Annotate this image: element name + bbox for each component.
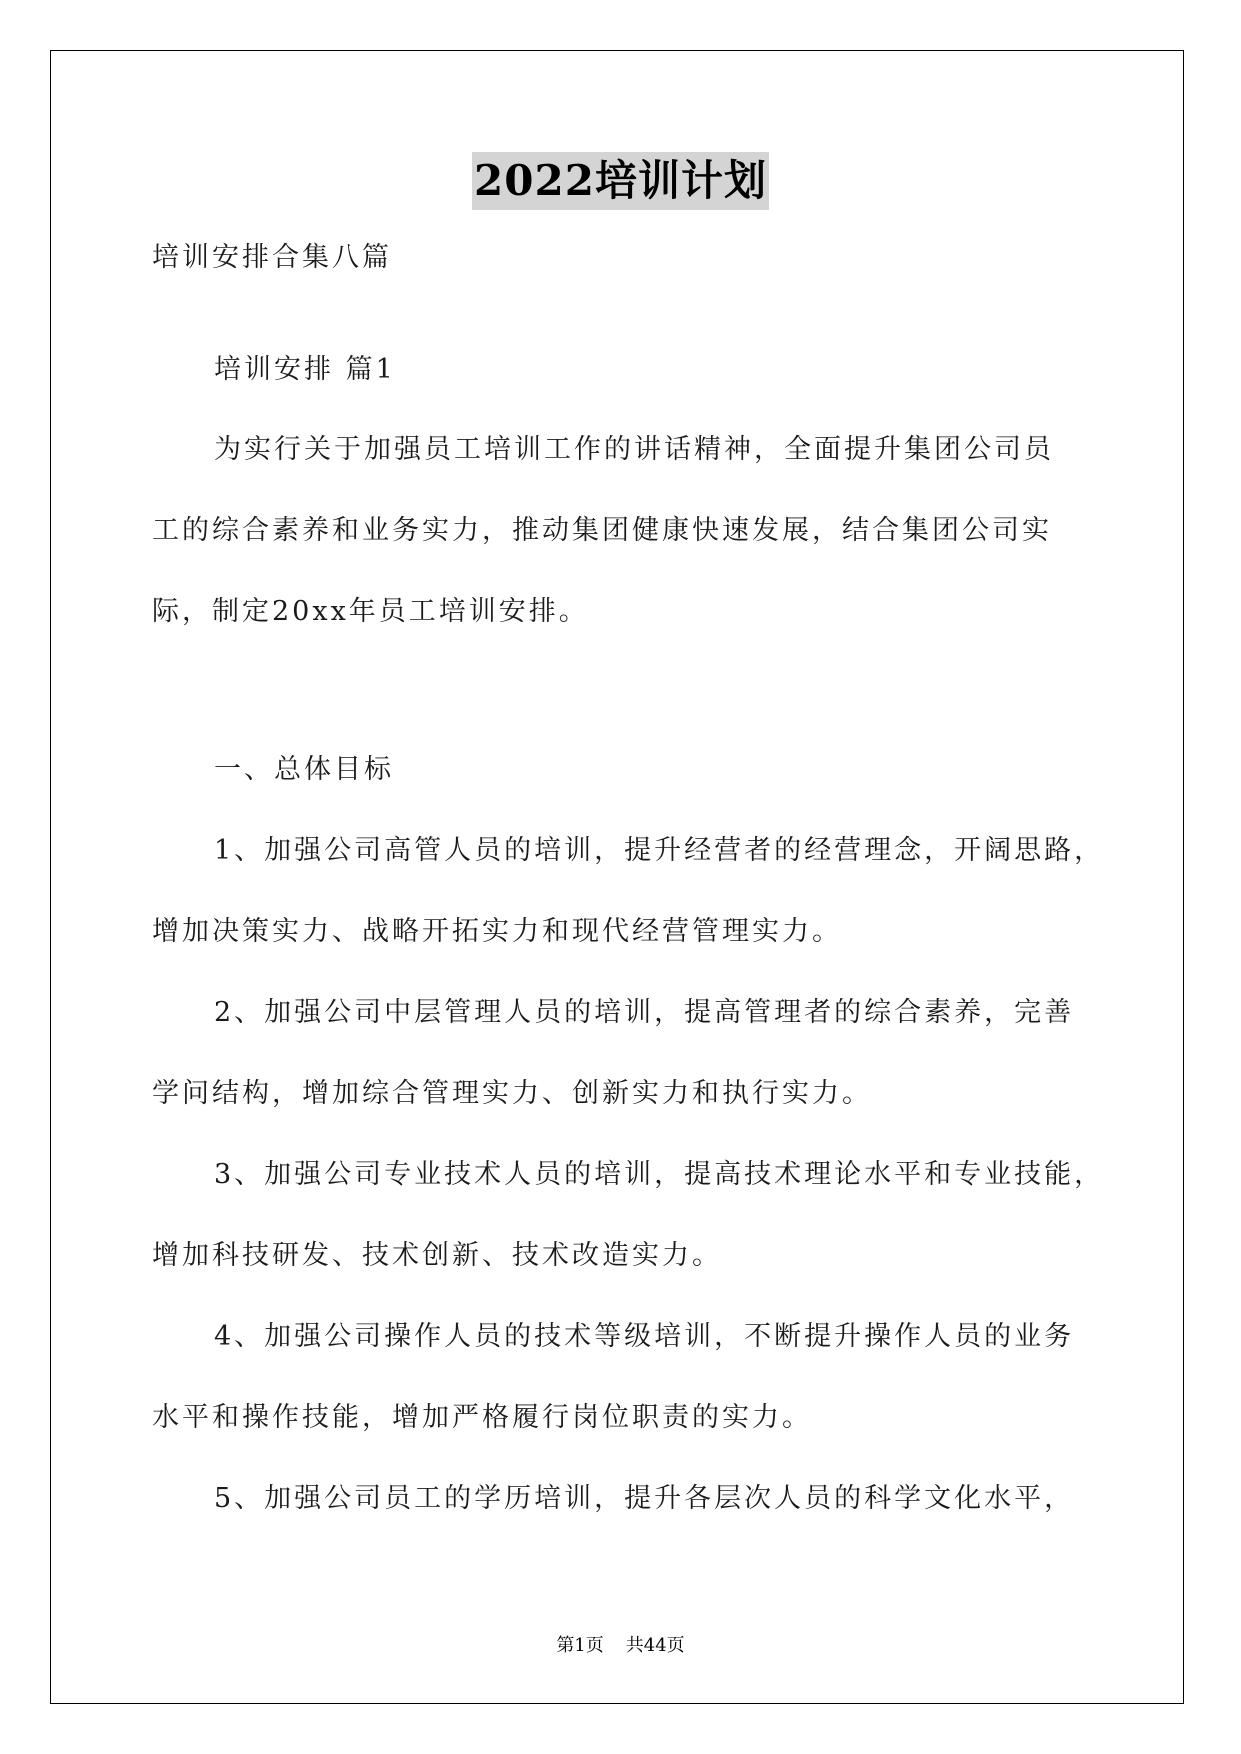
paragraph-line: 1、加强公司高管人员的培训，提升经营者的经营理念，开阔思路， [214, 835, 1105, 866]
page-border [50, 50, 1184, 1704]
paragraph-line: 3、加强公司专业技术人员的培训，提高技术理论水平和专业技能， [214, 1159, 1105, 1190]
paragraph-line: 增加决策实力、战略开拓实力和现代经营管理实力。 [152, 916, 842, 947]
page-footer [0, 1634, 1241, 1658]
paragraph-line: 际，制定20xx年员工培训安排。 [152, 596, 589, 627]
paragraph-line: 增加科技研发、技术创新、技术改造实力。 [152, 1240, 722, 1271]
page-total: 共44页 [625, 1635, 685, 1656]
paragraph-line: 4、加强公司操作人员的技术等级培训，不断提升操作人员的业务 [214, 1321, 1075, 1352]
document-title: 2022培训计划 [472, 152, 769, 210]
title-wrapper [0, 152, 1241, 210]
subtitle: 培训安排合集八篇 [152, 242, 392, 273]
paragraph-line: 为实行关于加强员工培训工作的讲话精神，全面提升集团公司员 [214, 434, 1054, 465]
paragraph-line: 学问结构，增加综合管理实力、创新实力和执行实力。 [152, 1078, 872, 1109]
section-heading: 培训安排 篇1 [214, 354, 396, 385]
paragraph-line: 水平和操作技能，增加严格履行岗位职责的实力。 [152, 1402, 812, 1433]
paragraph-line: 5、加强公司员工的学历培训，提升各层次人员的科学文化水平， [214, 1483, 1075, 1514]
section-heading-goals: 一、总体目标 [214, 754, 394, 785]
page-number: 第1页 [556, 1635, 604, 1656]
paragraph-line: 工的综合素养和业务实力，推动集团健康快速发展，结合集团公司实 [152, 515, 1052, 546]
paragraph-line: 2、加强公司中层管理人员的培训，提高管理者的综合素养，完善 [214, 997, 1075, 1028]
